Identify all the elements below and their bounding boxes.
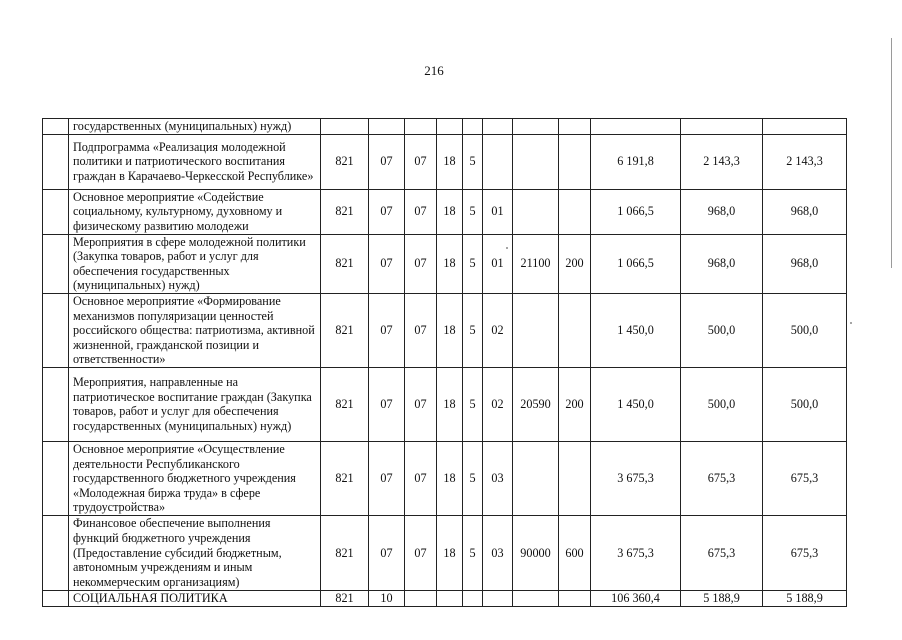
expense-type-cell bbox=[559, 134, 591, 189]
row-number-cell bbox=[43, 134, 69, 189]
table-row bbox=[43, 515, 847, 590]
table-row bbox=[43, 590, 847, 606]
subsection-code-cell: 07 bbox=[405, 134, 437, 189]
subsection-code-cell: 07 bbox=[405, 234, 437, 293]
amount-cell-3: 5 188,9 bbox=[763, 590, 847, 606]
amount-cell-1: 1 066,5 bbox=[591, 234, 681, 293]
direction-code-cell: 21100 bbox=[513, 234, 559, 293]
subprogram-code-cell bbox=[463, 119, 483, 135]
section-code-cell: 07 bbox=[369, 515, 405, 590]
item-name-cell: Основное мероприятие «Содействие социальному, культурному, духовному и физическому развитию молодежи bbox=[69, 189, 321, 234]
subsection-code-cell: 07 bbox=[405, 367, 437, 441]
activity-code-cell: 01 bbox=[483, 234, 513, 293]
amount-cell-3: 675,3 bbox=[763, 515, 847, 590]
expense-type-cell bbox=[559, 590, 591, 606]
amount-cell-1: 1 066,5 bbox=[591, 189, 681, 234]
item-name-cell: Подпрограмма «Реализация молодежной политики и патриотического воспитания граждан в Карачаево-Черкесской Республике» bbox=[69, 134, 321, 189]
budget-table bbox=[42, 118, 847, 607]
ministry-code-cell: 821 bbox=[321, 515, 369, 590]
activity-code-cell: 03 bbox=[483, 515, 513, 590]
subprogram-code-cell: 5 bbox=[463, 293, 483, 367]
section-code-cell: 07 bbox=[369, 441, 405, 515]
amount-cell-1: 1 450,0 bbox=[591, 367, 681, 441]
program-code-cell: 18 bbox=[437, 189, 463, 234]
expense-type-cell bbox=[559, 293, 591, 367]
subsection-code-cell: 07 bbox=[405, 293, 437, 367]
section-code-cell bbox=[369, 119, 405, 135]
amount-cell-1 bbox=[591, 119, 681, 135]
row-number-cell bbox=[43, 189, 69, 234]
ministry-code-cell: 821 bbox=[321, 189, 369, 234]
direction-code-cell bbox=[513, 590, 559, 606]
amount-cell-3: 500,0 bbox=[763, 293, 847, 367]
subsection-code-cell: 07 bbox=[405, 515, 437, 590]
section-code-cell: 07 bbox=[369, 134, 405, 189]
row-number-cell bbox=[43, 367, 69, 441]
direction-code-cell: 20590 bbox=[513, 367, 559, 441]
program-code-cell bbox=[437, 119, 463, 135]
amount-cell-2: 500,0 bbox=[681, 293, 763, 367]
expense-type-cell bbox=[559, 189, 591, 234]
program-code-cell: 18 bbox=[437, 367, 463, 441]
expense-type-cell: 200 bbox=[559, 234, 591, 293]
activity-code-cell bbox=[483, 134, 513, 189]
subprogram-code-cell: 5 bbox=[463, 134, 483, 189]
subprogram-code-cell: 5 bbox=[463, 234, 483, 293]
table-row bbox=[43, 134, 847, 189]
ministry-code-cell: 821 bbox=[321, 234, 369, 293]
amount-cell-3: 2 143,3 bbox=[763, 134, 847, 189]
page-number: 216 bbox=[424, 63, 444, 78]
ministry-code-cell: 821 bbox=[321, 590, 369, 606]
program-code-cell: 18 bbox=[437, 441, 463, 515]
program-code-cell bbox=[437, 590, 463, 606]
activity-code-cell: 01 bbox=[483, 189, 513, 234]
amount-cell-2: 500,0 bbox=[681, 367, 763, 441]
section-code-cell: 10 bbox=[369, 590, 405, 606]
item-name-cell: государственных (муниципальных) нужд) bbox=[69, 119, 321, 135]
ministry-code-cell: 821 bbox=[321, 293, 369, 367]
section-code-cell: 07 bbox=[369, 234, 405, 293]
table-row bbox=[43, 189, 847, 234]
amount-cell-2: 5 188,9 bbox=[681, 590, 763, 606]
scan-speck bbox=[850, 322, 852, 324]
amount-cell-3 bbox=[763, 119, 847, 135]
amount-cell-1: 1 450,0 bbox=[591, 293, 681, 367]
section-code-cell: 07 bbox=[369, 367, 405, 441]
direction-code-cell bbox=[513, 189, 559, 234]
amount-cell-1: 106 360,4 bbox=[591, 590, 681, 606]
table-row bbox=[43, 367, 847, 441]
expense-type-cell: 600 bbox=[559, 515, 591, 590]
subprogram-code-cell: 5 bbox=[463, 515, 483, 590]
subprogram-code-cell: 5 bbox=[463, 367, 483, 441]
activity-code-cell: 02 bbox=[483, 293, 513, 367]
amount-cell-1: 3 675,3 bbox=[591, 515, 681, 590]
row-number-cell bbox=[43, 293, 69, 367]
subsection-code-cell: 07 bbox=[405, 189, 437, 234]
row-number-cell bbox=[43, 590, 69, 606]
section-code-cell: 07 bbox=[369, 293, 405, 367]
row-number-cell bbox=[43, 119, 69, 135]
amount-cell-2: 2 143,3 bbox=[681, 134, 763, 189]
amount-cell-2 bbox=[681, 119, 763, 135]
amount-cell-2: 968,0 bbox=[681, 234, 763, 293]
ministry-code-cell: 821 bbox=[321, 441, 369, 515]
amount-cell-1: 6 191,8 bbox=[591, 134, 681, 189]
activity-code-cell bbox=[483, 590, 513, 606]
program-code-cell: 18 bbox=[437, 515, 463, 590]
row-number-cell bbox=[43, 234, 69, 293]
table-row bbox=[43, 441, 847, 515]
program-code-cell: 18 bbox=[437, 134, 463, 189]
subsection-code-cell bbox=[405, 590, 437, 606]
item-name-cell: СОЦИАЛЬНАЯ ПОЛИТИКА bbox=[69, 590, 321, 606]
item-name-cell: Основное мероприятие «Осуществление деятельности Республиканского государственного бюджетного учреждения «Молодежная биржа труда» в сфере трудоустройства» bbox=[69, 441, 321, 515]
table-row bbox=[43, 119, 847, 135]
subsection-code-cell bbox=[405, 119, 437, 135]
subprogram-code-cell: 5 bbox=[463, 189, 483, 234]
amount-cell-1: 3 675,3 bbox=[591, 441, 681, 515]
table-row bbox=[43, 234, 847, 293]
item-name-cell: Мероприятия, направленные на патриотическое воспитание граждан (Закупка товаров, работ и услуг для обеспечения государственных (муниципальных) нужд) bbox=[69, 367, 321, 441]
ministry-code-cell: 821 bbox=[321, 367, 369, 441]
subsection-code-cell: 07 bbox=[405, 441, 437, 515]
subprogram-code-cell: 5 bbox=[463, 441, 483, 515]
program-code-cell: 18 bbox=[437, 234, 463, 293]
ministry-code-cell: 821 bbox=[321, 134, 369, 189]
budget-table-body bbox=[43, 119, 847, 607]
program-code-cell: 18 bbox=[437, 293, 463, 367]
amount-cell-2: 968,0 bbox=[681, 189, 763, 234]
amount-cell-2: 675,3 bbox=[681, 515, 763, 590]
expense-type-cell bbox=[559, 119, 591, 135]
amount-cell-3: 675,3 bbox=[763, 441, 847, 515]
direction-code-cell bbox=[513, 441, 559, 515]
item-name-cell: Финансовое обеспечение выполнения функций бюджетного учреждения (Предоставление субсидий бюджетным, автономным учреждениям и иным некоммерческим организациям) bbox=[69, 515, 321, 590]
ministry-code-cell bbox=[321, 119, 369, 135]
amount-cell-3: 968,0 bbox=[763, 234, 847, 293]
amount-cell-3: 500,0 bbox=[763, 367, 847, 441]
activity-code-cell bbox=[483, 119, 513, 135]
activity-code-cell: 02 bbox=[483, 367, 513, 441]
subprogram-code-cell bbox=[463, 590, 483, 606]
direction-code-cell: 90000 bbox=[513, 515, 559, 590]
scan-edge-line bbox=[891, 38, 892, 268]
direction-code-cell bbox=[513, 134, 559, 189]
table-row bbox=[43, 293, 847, 367]
expense-type-cell bbox=[559, 441, 591, 515]
amount-cell-3: 968,0 bbox=[763, 189, 847, 234]
amount-cell-2: 675,3 bbox=[681, 441, 763, 515]
row-number-cell bbox=[43, 515, 69, 590]
item-name-cell: Основное мероприятие «Формирование механизмов популяризации ценностей российского общества: патриотизма, активной жизненной, гражданской позиции и ответственности» bbox=[69, 293, 321, 367]
activity-code-cell: 03 bbox=[483, 441, 513, 515]
expense-type-cell: 200 bbox=[559, 367, 591, 441]
direction-code-cell bbox=[513, 119, 559, 135]
row-number-cell bbox=[43, 441, 69, 515]
direction-code-cell bbox=[513, 293, 559, 367]
section-code-cell: 07 bbox=[369, 189, 405, 234]
item-name-cell: Мероприятия в сфере молодежной политики (Закупка товаров, работ и услуг для обеспечения государственных (муниципальных) нужд) bbox=[69, 234, 321, 293]
